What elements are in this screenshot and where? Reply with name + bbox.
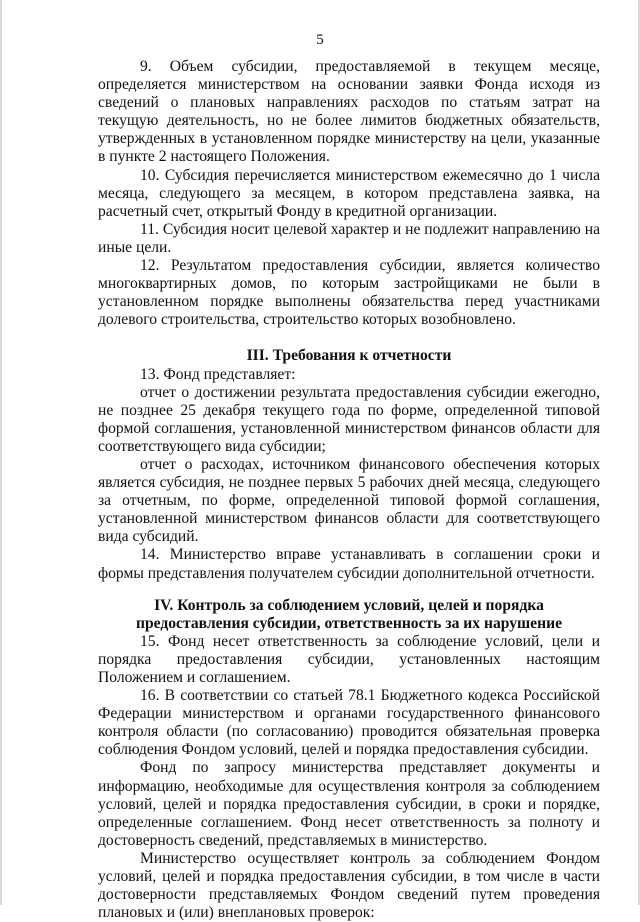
section-heading-reporting: III. Требования к отчетности (246, 347, 452, 365)
page-number: 5 (316, 32, 324, 48)
paragraph-9: 9. Объем субсидии, предоставляемой в текущем месяце, определяется министерством на основании заявки Фонда исходя из сведений о плановых направлениях расходов по статьям затрат на текущую деятельность, но не более лимитов бюджетных обязательств, утвержденных в установленном порядке министерству на цели, указанные в пункте 2 настоящего Положения. (98, 58, 600, 166)
paragraph-13: 13. Фонд представляет: (140, 365, 296, 383)
paragraph-10: 10. Субсидия перечисляется министерством ежемесячно до 1 числа месяца, следующего за месяцем, в котором представлена заявка, на расчетный счет, открытый Фонду в кредитной организации. (98, 166, 600, 220)
paragraph-13-expense-report: отчет о расходах, источником финансового обеспечения которых является субсидия, не позднее первых 5 рабочих дней месяца, следующего за отчетным, по форме, определенной типовой формой соглашения, установленной министерством финансов области для соответствующего вида субсидий. (98, 455, 600, 546)
paragraph-16: 16. В соответствии со статьей 78.1 Бюджетного кодекса Российской Федерации министерством и органами государственного финансового контроля области (по согласованию) проводится обязательная проверка соблюдения Фондом условий, целей и порядка предоставления субсидии. (98, 687, 600, 759)
paragraph-13-result-report: отчет о достижении результата предоставления субсидии ежегодно, не позднее 25 декабря текущего года по форме, определенной типовой формой соглашения, установленной министерством финансов области для соответствующего вида субсидии; (98, 383, 600, 455)
paragraph-15: 15. Фонд несет ответственность за соблюдение условий, цели и порядка предоставления субсидии, установленных настоящим Положением и соглашением. (98, 632, 600, 686)
paragraph-12: 12. Результатом предоставления субсидии, является количество многоквартирных домов, по которым застройщиками не были в установленном порядке выполнены обязательства перед участниками долевого строительства, строительство которых возобновлено. (98, 257, 600, 329)
paragraph-16-documents: Фонд по запросу министерства представляет документы и информацию, необходимые для осуществления контроля за соблюдением условий, целей и порядка предоставления субсидии, в сроки и порядке, определенные соглашением. Фонд несет ответственность за полноту и достоверность сведений, представляемых в министерство. (98, 759, 600, 849)
paragraph-14: 14. Министерство вправе устанавливать в соглашении сроки и формы представления получателем субсидии дополнительной отчетности. (98, 546, 600, 582)
section-heading-control: IV. Контроль за соблюдением условий, целей и порядка предоставления субсидии, ответственность за их нарушение (135, 596, 562, 632)
document-body (98, 58, 600, 922)
paragraph-11: 11. Субсидия носит целевой характер и не подлежит направлению на иные цели. (98, 220, 600, 256)
paragraph-16-inspections: Министерство осуществляет контроль за соблюдением Фондом условий, целей и порядка предоставления субсидии, в том числе в части достоверности представляемых Фондом сведений путем проведения плановых и (или) внеплановых проверок: (98, 849, 600, 922)
